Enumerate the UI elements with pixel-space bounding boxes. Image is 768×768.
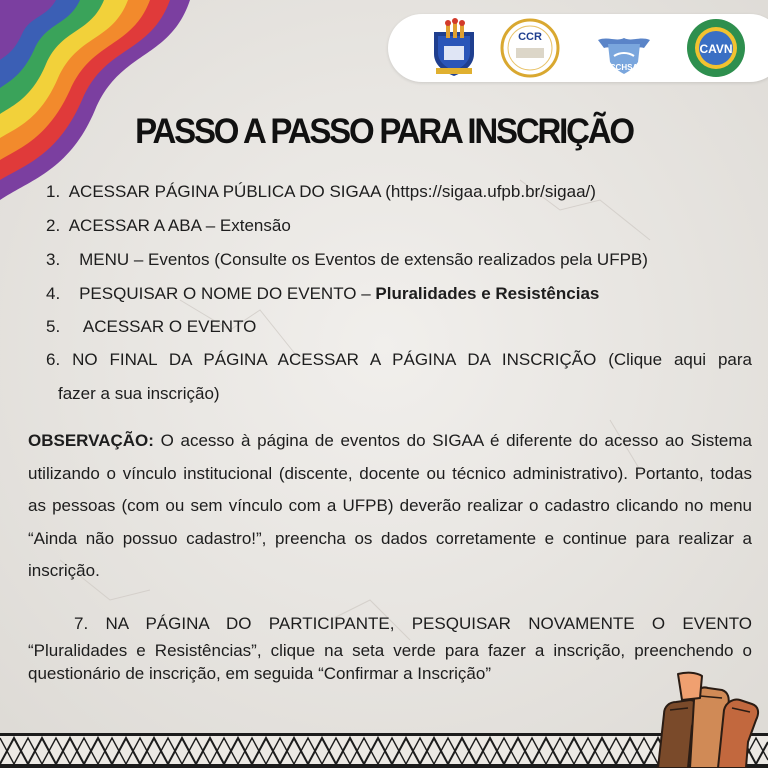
cavn-logo: [686, 18, 746, 78]
observation-paragraph: [28, 425, 752, 588]
event-name: Pluralidades e Resistências: [375, 284, 600, 303]
ccr-logo-text: CCR: [518, 31, 542, 43]
cchsa-logo: [594, 18, 654, 78]
step-4: [46, 284, 599, 304]
step-7: [28, 614, 752, 634]
step-text: ACESSAR O EVENTO: [82, 317, 257, 336]
step-text: ACESSAR A ABA – Extensão: [68, 216, 291, 235]
step-6-continuation: fazer a sua inscrição): [58, 384, 220, 403]
raised-fists-illustration: [650, 670, 768, 768]
ufpb-logo: [424, 18, 484, 78]
step-number: 4.: [46, 284, 61, 303]
step-number: 7.: [74, 614, 89, 633]
step-number: 1.: [46, 182, 61, 201]
step-1: [46, 182, 596, 202]
step-2: [46, 216, 291, 236]
step-number: 3.: [46, 250, 61, 269]
step-text: PESQUISAR O NOME DO EVENTO –: [79, 284, 376, 303]
observation-text: O acesso à página de eventos do SIGAA é diferente do acesso ao Sistema utilizando o vínculo institucional (discente, docente ou técnico administrativo). Portanto, todas as pessoas (com ou sem vínculo com a UFPB) deverão realizar o cadastro clicando no menu “Ainda não possuo cadastro!”, preencha os dados corretamente e continue para realizar a inscrição.: [28, 431, 752, 580]
step-text: NO FINAL DA PÁGINA ACESSAR A PÁGINA DA INSCRIÇÃO (Clique aqui para: [72, 350, 752, 369]
cavn-logo-text: CAVN: [699, 42, 733, 56]
logos-bar: [388, 14, 768, 82]
step-7-continuation: “Pluralidades e Resistências”, clique na seta verde para fazer a inscrição, preenchendo o questionário de inscrição, em seguida “Confirmar a Inscrição”: [28, 641, 752, 683]
step-number: 5.: [46, 317, 61, 336]
step-number: 2.: [46, 216, 61, 235]
step-3: [46, 250, 648, 270]
observation-label: OBSERVAÇÃO:: [28, 431, 154, 450]
cchsa-logo-text: CCHSA: [609, 63, 639, 72]
step-5: [46, 317, 256, 337]
page-title: PASSO A PASSO PARA INSCRIÇÃO: [135, 110, 633, 151]
step-number: 6.: [46, 350, 61, 369]
step-text: ACESSAR PÁGINA PÚBLICA DO SIGAA (https://sigaa.ufpb.br/sigaa/): [68, 182, 596, 201]
ccr-logo: [500, 18, 560, 78]
step-6: [46, 350, 752, 370]
step-text: MENU – Eventos (Consulte os Eventos de extensão realizados pela UFPB): [79, 250, 648, 269]
step-text: NA PÁGINA DO PARTICIPANTE, PESQUISAR NOVAMENTE O EVENTO: [105, 614, 752, 633]
